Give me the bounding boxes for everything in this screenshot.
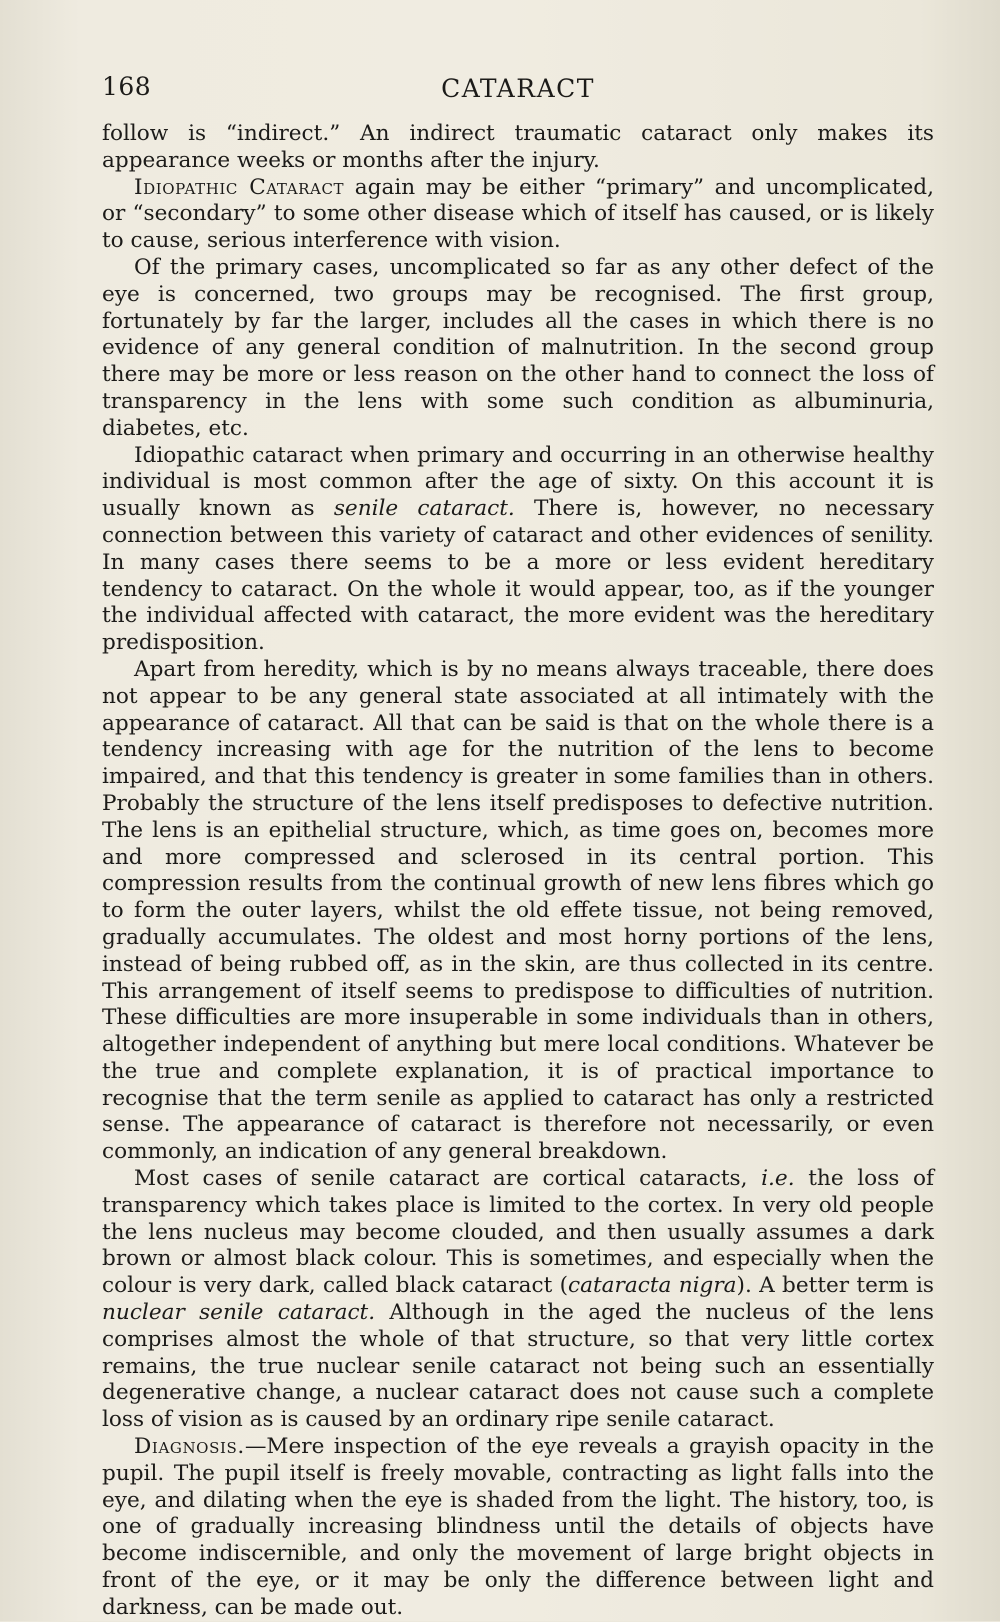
paragraph-primary-cases: [102, 255, 934, 443]
section-lead-heading: Idiopathic Cataract: [134, 174, 345, 200]
paragraph-text: There is, however, no necessary connection between this variety of cataract and other evidences of senility. In many cases there seems to be a more or less evident hereditary tendency to cataract. On the whole it would appear, too, as if the younger the individual affected with cataract, the more evident was the hereditary predisposition.: [102, 496, 934, 656]
paragraph-text: Apart from heredity, which is by no means always traceable, there does not appear to be any general state associated at all intimately with the appearance of cataract. All that can be said is that on the whole there is a tendency increasing with age for the nutrition of the lens to become impaired, and that this tendency is greater in some families than in others. Probably the structure of the lens itself predisposes to defective nutrition. The lens is an epithelial structure, which, as time goes on, becomes more and more compressed and sclerosed in its central portion. This compression results from the continual growth of new lens fibres which go to form the outer layers, whilst the old effete tissue, not being removed, gradually accumulates. The oldest and most horny portions of the lens, instead of being rubbed off, as in the skin, are thus collected in its centre. This arrangement of itself seems to predispose to difficulties of nutrition. These difficulties are more insuperable in some individuals than in others, altogether independent of anything but mere local conditions. Whatever be the true and complete explanation, it is of practical importance to recognise that the term senile as applied to cataract has only a restricted sense. The appearance of cataract is therefore not necessarily, or even commonly, an indication of any general breakdown.: [102, 656, 934, 1165]
paragraph-text: —Mere inspection of the eye reveals a grayish opacity in the pupil. The pupil itself is freely movable, contracting as light falls into the eye, and dilating when the eye is shaded from the light. The history, too, is one of gradually increasing blindness until the details of objects have become indiscernible, and only the movement of large bright objects in front of the eye, or it may be only the difference between light and darkness, can be made out.: [102, 1434, 934, 1620]
running-title: CATARACT: [441, 74, 595, 103]
paragraph-text: Most cases of senile cataract are cortical cataracts,: [134, 1166, 762, 1192]
paragraph-heredity: [102, 657, 934, 1166]
italic-term: cataracta nigra: [568, 1273, 737, 1299]
italic-term: nuclear senile cataract.: [102, 1300, 376, 1326]
page-header: [102, 72, 934, 112]
paragraph-text: ). A better term is: [736, 1273, 934, 1299]
section-lead-heading: Diagnosis.: [134, 1434, 245, 1460]
italic-term: i.e.: [761, 1166, 795, 1192]
paragraph-continued: [102, 121, 934, 175]
paragraph-text: the loss of transparency which takes place is limited to the cortex. In very old people the lens nucleus may become clouded, and then usually assumes a dark brown or almost black colour. This is sometimes, and especially when the colour is very dark, called black cataract (: [102, 1166, 934, 1299]
paragraph-text: Although in the aged the nucleus of the lens comprises almost the whole of that structure, so that very little cortex remains, the true nuclear senile cataract not being such an essentially degenerative change, a nuclear cataract does not cause such a complete loss of vision as is caused by an ordinary ripe senile cataract.: [102, 1300, 934, 1433]
page-number: 168: [102, 72, 152, 101]
paragraph-idiopathic-cataract: [102, 175, 934, 255]
paragraph-diagnosis: [102, 1434, 934, 1622]
paragraph-text: again may be either “primary” and uncomplicated, or “secondary” to some other disease which of itself has caused, or is likely to cause, serious interference with vision.: [102, 174, 934, 254]
paragraph-senile-cataract: [102, 443, 934, 657]
body-text: [102, 121, 934, 1622]
paragraph-cortical-cataracts: [102, 1166, 934, 1434]
paragraph-text: follow is “indirect.” An indirect traumatic cataract only makes its appearance weeks or months after the injury.: [102, 121, 934, 173]
paragraph-text: Of the primary cases, uncomplicated so far as any other defect of the eye is concerned, two groups may be recognised. The first group, fortunately by far the larger, includes all the cases in which there is no evidence of any general condition of malnutrition. In the second group there may be more or less reason on the other hand to connect the loss of transparency in the lens with some such condition as albuminuria, diabetes, etc.: [102, 254, 934, 441]
italic-term: senile cataract.: [333, 496, 515, 522]
paragraph-text: Idiopathic cataract when primary and occurring in an otherwise healthy individual is most common after the age of sixty. On this account it is usually known as: [102, 442, 934, 522]
